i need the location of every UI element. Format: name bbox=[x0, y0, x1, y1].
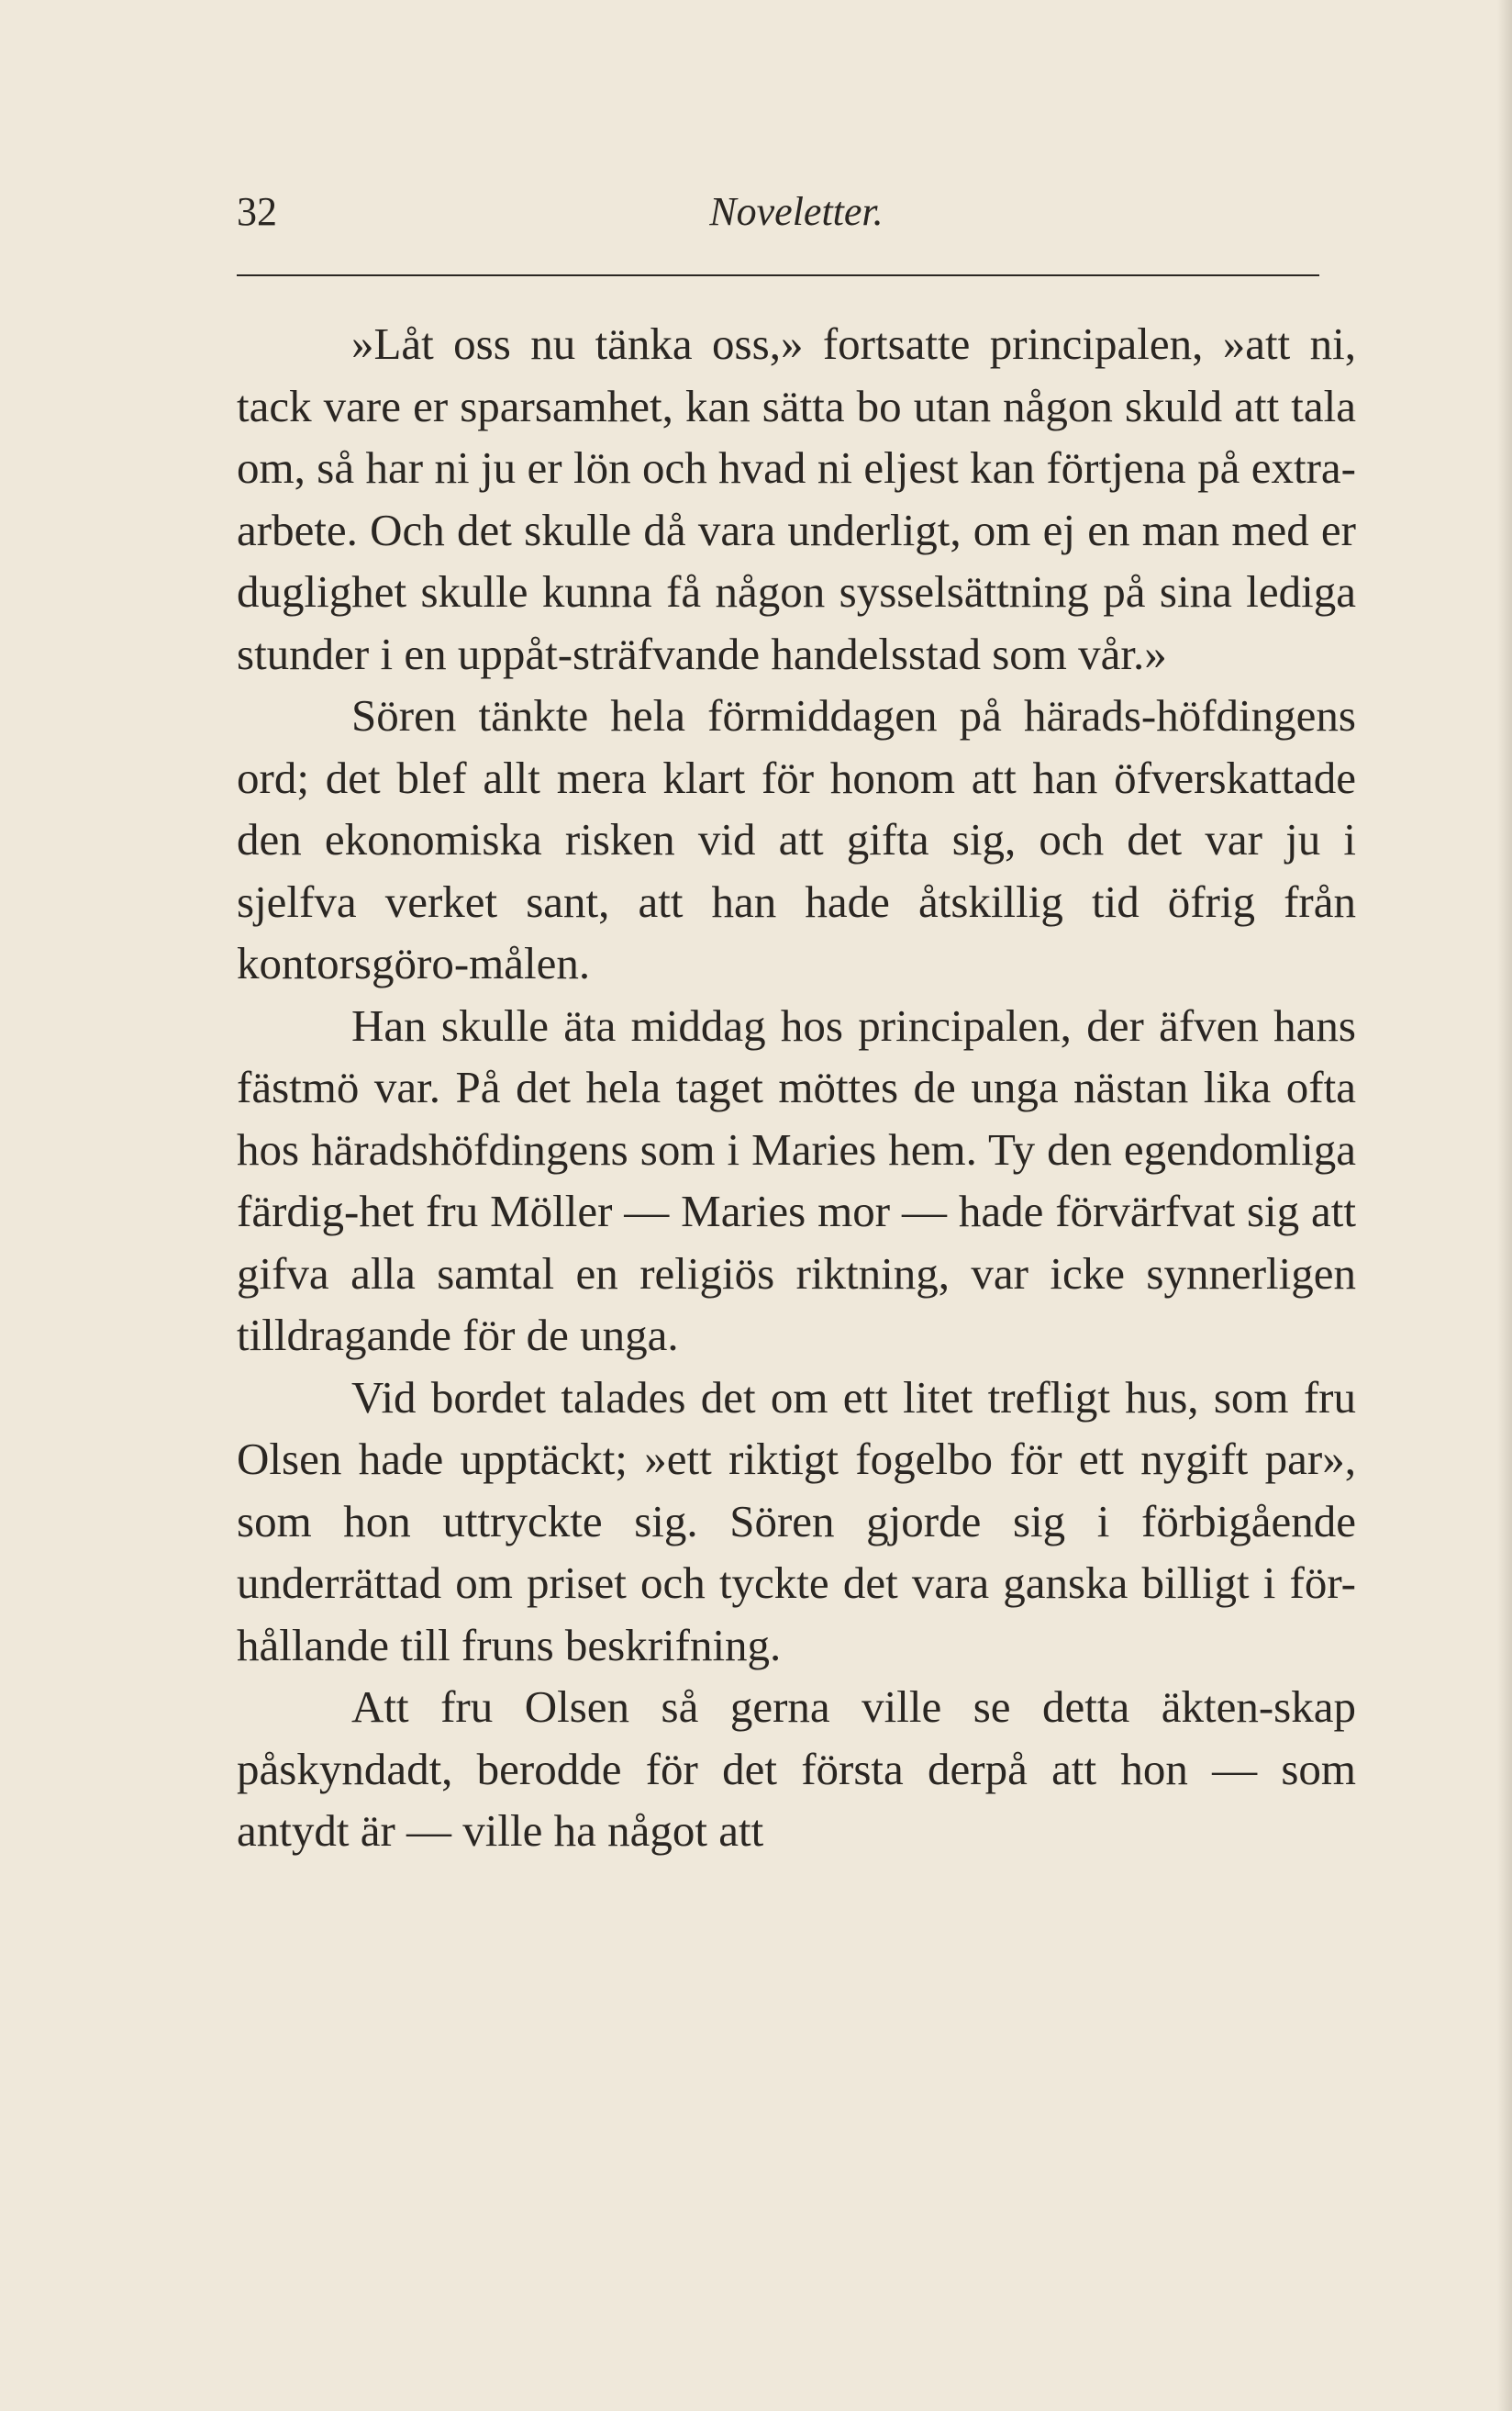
paragraph: Vid bordet talades det om ett litet trefligt hus, som fru Olsen hade upptäckt; »ett riktigt fogelbo för ett nygift par», som hon uttryckte sig. Sören gjorde sig i förbigående underrättad om priset och tyckte det vara ganska billigt i för-hållande till fruns beskrifning. bbox=[237, 1371, 1356, 1670]
paragraph: Att fru Olsen så gerna ville se detta äkten-skap påskyndadt, berodde för det första derpå att hon — som antydt är — ville ha något att bbox=[237, 1681, 1356, 1856]
body-text bbox=[237, 313, 1356, 1862]
paragraph: »Låt oss nu tänka oss,» fortsatte principalen, »att ni, tack vare er sparsamhet, kan sätta bo utan någon skuld att tala om, så har ni ju er lön och hvad ni eljest kan förtjena på extra-arbete. Och det skulle då vara underligt, om ej en man med er duglighet skulle kunna få någon sysselsättning på sina lediga stunder i en uppåt-sträfvande handelsstad som vår.» bbox=[237, 318, 1356, 679]
book-page bbox=[237, 188, 1356, 1862]
page-number: 32 bbox=[237, 189, 277, 234]
running-title: Noveletter. bbox=[709, 189, 884, 234]
paragraph: Han skulle äta middag hos principalen, der äfven hans fästmö var. På det hela taget möttes de unga nästan lika ofta hos häradshöfdingens som i Maries hem. Ty den egendomliga färdig-het fru Möller — Maries mor — hade förvärfvat sig att gifva alla samtal en religiös riktning, var icke synnerligen tilldragande för de unga. bbox=[237, 999, 1356, 1360]
running-head bbox=[237, 188, 1356, 252]
paragraph: Sören tänkte hela förmiddagen på härads-höfdingens ord; det blef allt mera klart för honom att han öfverskattade den ekonomiska risken vid att gifta sig, och det var ju i sjelfva verket sant, att han hade åtskillig tid öfrig från kontorsgöro-målen. bbox=[237, 690, 1356, 988]
header-rule bbox=[237, 274, 1319, 276]
page-edge-shadow bbox=[1497, 0, 1512, 2411]
